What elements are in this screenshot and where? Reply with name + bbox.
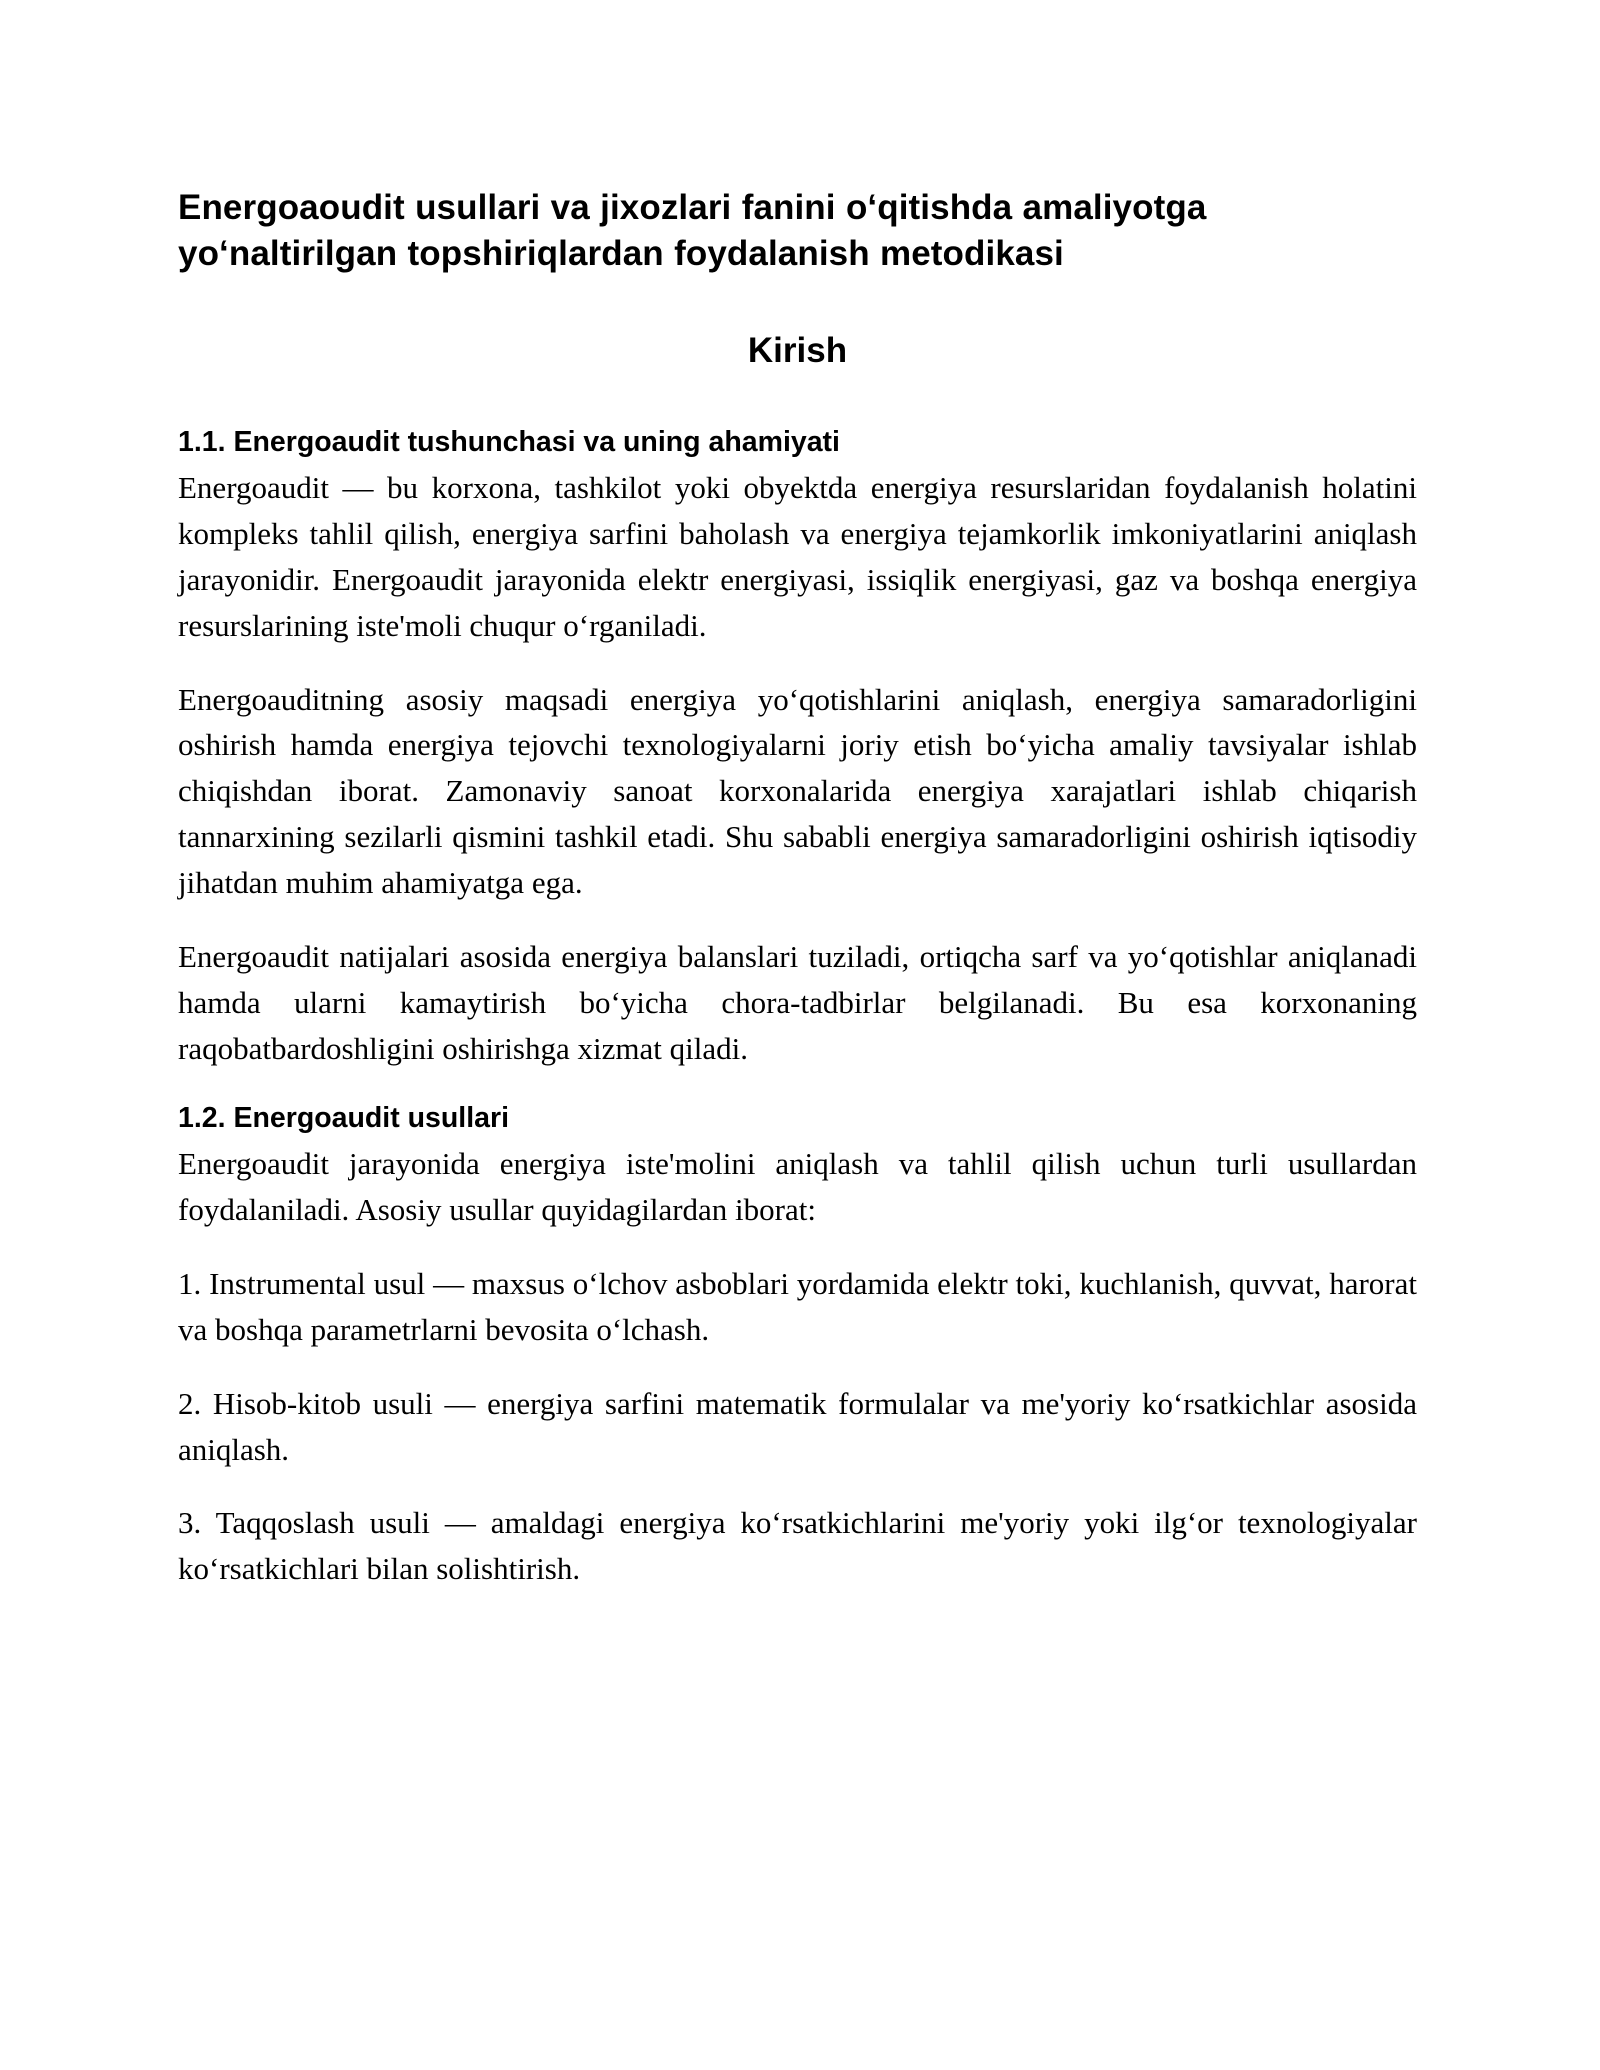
section-heading-kirish: Kirish (747, 331, 848, 370)
subsection-heading-1-2: 1.2. Energoaudit usullari (178, 1101, 509, 1134)
subsection-heading-1-1: 1.1. Energoaudit tushunchasi va uning ahamiyati (178, 425, 840, 458)
document-title (178, 185, 1417, 276)
document-title-line-2: yoʻnaltirilgan topshiriqlardan foydalanish metodikasi (178, 233, 1064, 273)
list-item-method-2: 2. Hisob-kitob usuli — energiya sarfini matematik formulalar va me'yoriy koʻrsatkichlar asosida aniqlash. (178, 1385, 1417, 1467)
document-title-line-1: Energoaoudit usullari va jixozlari fanini oʻqitishda amaliyotga (178, 188, 1207, 227)
paragraph-1-2-intro: Energoaudit jarayonida energiya iste'molini aniqlash va tahlil qilish uchun turli usullardan foydalaniladi. Asosiy usullar quyidagilardan iborat: (178, 1146, 1417, 1228)
paragraph-1-1-2: Energoauditning asosiy maqsadi energiya yoʻqotishlarini aniqlash, energiya samaradorligini oshirish hamda energiya tejovchi texnologiyalarni joriy etish boʻyicha amaliy tavsiyalar ishlab chiqishdan iborat. Zamonaviy sanoat korxonalarida energiya xarajatlari ishlab chiqarish tannarxining sezilarli qismini tashkil etadi. Shu sababli energiya samaradorligini oshirish iqtisodiy jihatdan muhim ahamiyatga ega. (178, 681, 1417, 901)
list-item-method-1: 1. Instrumental usul — maxsus oʻlchov asboblari yordamida elektr toki, kuchlanish, quvvat, harorat va boshqa parametrlarni bevosita oʻlchash. (178, 1265, 1417, 1347)
list-item-method-3: 3. Taqqoslash usuli — amaldagi energiya koʻrsatkichlarini me'yoriy yoki ilgʻor texnologiyalar koʻrsatkichlari bilan solishtirish. (178, 1505, 1417, 1587)
paragraph-1-1-3: Energoaudit natijalari asosida energiya balanslari tuziladi, ortiqcha sarf va yoʻqotishlar aniqlanadi hamda ularni kamaytirish boʻyicha chora-tadbirlar belgilanadi. Bu esa korxonaning raqobatbardoshligini oshirishga xizmat qiladi. (178, 938, 1417, 1066)
paragraph-1-1-1: Energoaudit — bu korxona, tashkilot yoki obyektda energiya resurslaridan foydalanish holatini kompleks tahlil qilish, energiya sarfini baholash va energiya tejamkorlik imkoniyatlarini aniqlash jarayonidir. Energoaudit jarayonida elektr energiyasi, issiqlik energiyasi, gaz va boshqa energiya resurslarining iste'moli chuqur oʻrganiladi. (178, 470, 1417, 643)
